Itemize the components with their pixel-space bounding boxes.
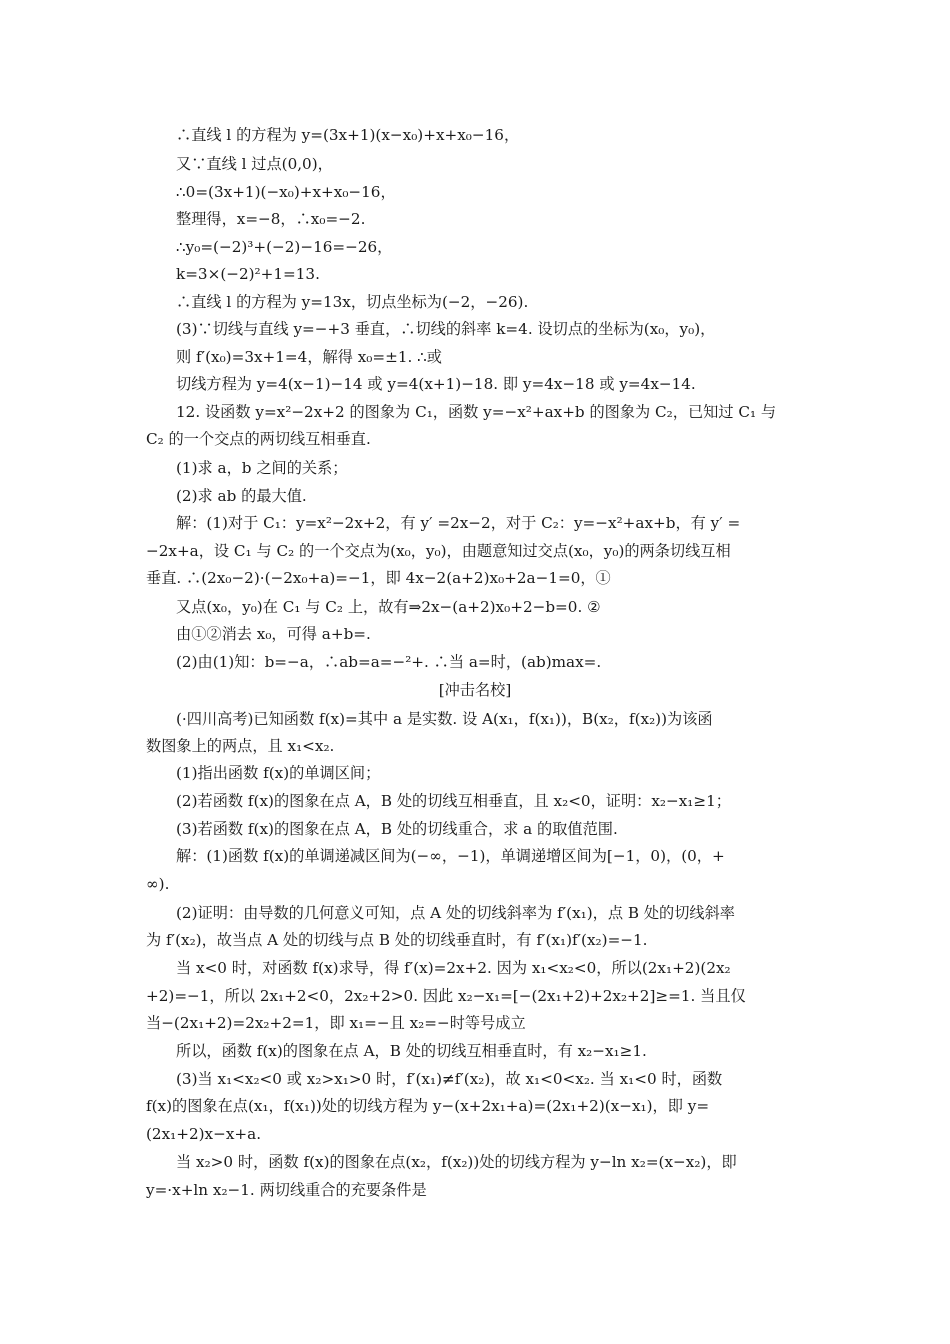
text-line: 当 x₂>0 时，函数 f(x)的图象在点(x₂，f(x₂))处的切线方程为 y−ln x₂=(x−x₂)，即 (176, 1153, 737, 1171)
text-line: +2)=−1，所以 2x₁+2<0，2x₂+2>0. 因此 x₂−x₁=[−(2x₁+2)+2x₂+2]≥=1. 当且仅 (146, 987, 746, 1005)
text-line: (2)证明：由导数的几何意义可知，点 A 处的切线斜率为 f′(x₁)，点 B 处的切线斜率 (176, 904, 735, 922)
text-line: 又点(x₀，y₀)在 C₁ 与 C₂ 上，故有⇒2x−(a+2)x₀+2−b=0. ② (176, 598, 601, 616)
text-line: 为 f′(x₂)，故当点 A 处的切线与点 B 处的切线垂直时，有 f′(x₁)f′(x₂)=−1. (146, 931, 648, 949)
text-line: (2x₁+2)x−x+a. (146, 1125, 262, 1143)
text-line: 切线方程为 y=4(x−1)−14 或 y=4(x+1)−18. 即 y=4x−18 或 y=4x−14. (176, 375, 696, 393)
text-line: 垂直. ∴(2x₀−2)·(−2x₀+a)=−1，即 4x−2(a+2)x₀+2a−1=0，① (146, 569, 611, 587)
text-line: (1)求 a，b 之间的关系； (176, 459, 348, 477)
text-line: ∴直线 l 的方程为 y=(3x+1)(x−x₀)+x+x₀−16， (176, 126, 520, 144)
text-line: f(x)的图象在点(x₁，f(x₁))处的切线方程为 y−(x+2x₁+a)=(2x₁+2)(x−x₁)，即 y= (146, 1097, 710, 1115)
text-line: ∴直线 l 的方程为 y=13x，切点坐标为(−2，−26). (176, 293, 529, 311)
text-line: 当 x<0 时，对函数 f(x)求导，得 f′(x)=2x+2. 因为 x₁<x₂<0，所以(2x₁+2)(2x₂ (176, 959, 731, 977)
text-line: C₂ 的一个交点的两切线互相垂直. (146, 430, 371, 448)
text-line: (2)求 ab 的最大值. (176, 487, 307, 505)
text-line: 整理得，x=−8，∴x₀=−2. (176, 210, 366, 228)
text-line: ∞). (146, 875, 170, 893)
text-line: 数图象上的两点，且 x₁<x₂. (146, 737, 335, 755)
text-line: 则 f′(x₀)=3x+1=4，解得 x₀=±1. ∴或 (176, 348, 442, 366)
text-line: −2x+a，设 C₁ 与 C₂ 的一个交点为(x₀，y₀)，由题意知过交点(x₀，y₀)的两条切线互相 (146, 542, 731, 560)
text-line: 所以，函数 f(x)的图象在点 A，B 处的切线互相垂直时，有 x₂−x₁≥1. (176, 1042, 647, 1060)
text-line: 解：(1)函数 f(x)的单调递减区间为(−∞，−1)，单调递增区间为[−1，0)，(0，+ (176, 847, 725, 865)
text-line: (·四川高考)已知函数 f(x)=其中 a 是实数. 设 A(x₁，f(x₁))，B(x₂，f(x₂))为该函 (176, 710, 713, 728)
text-line: 由①②消去 x₀，可得 a+b=. (176, 625, 371, 643)
text-line: k=3×(−2)²+1=13. (176, 265, 320, 283)
text-line: ∴0=(3x+1)(−x₀)+x+x₀−16， (176, 183, 396, 201)
text-line: (3)当 x₁<x₂<0 或 x₂>x₁>0 时，f′(x₁)≠f′(x₂)，故 x₁<0<x₂. 当 x₁<0 时，函数 (176, 1070, 723, 1088)
text-line: 又∵直线 l 过点(0,0)， (176, 155, 333, 173)
text-line: (2)若函数 f(x)的图象在点 A，B 处的切线互相垂直，且 x₂<0，证明：x₂−x₁≥1； (176, 792, 731, 810)
text-line: 当−(2x₁+2)=2x₂+2=1，即 x₁=−且 x₂=−时等号成立 (146, 1014, 526, 1032)
section-heading: [冲击名校] (438, 681, 512, 699)
text-line: (3)∵切线与直线 y=−+3 垂直，∴切线的斜率 k=4. 设切点的坐标为(x₀，y₀)， (176, 320, 716, 338)
text-line: ∴y₀=(−2)³+(−2)−16=−26， (176, 238, 393, 256)
text-line: y=·x+ln x₂−1. 两切线重合的充要条件是 (146, 1181, 427, 1199)
text-line: 12. 设函数 y=x²−2x+2 的图象为 C₁，函数 y=−x²+ax+b 的图象为 C₂，已知过 C₁ 与 (176, 403, 777, 421)
text-line: 解：(1)对于 C₁：y=x²−2x+2，有 y′ =2x−2，对于 C₂：y=−x²+ax+b，有 y′ = (176, 514, 741, 532)
text-line: (2)由(1)知：b=−a，∴ab=a=−²+. ∴当 a=时，(ab)max=. (176, 653, 602, 671)
text-line: (1)指出函数 f(x)的单调区间； (176, 764, 381, 782)
text-line: (3)若函数 f(x)的图象在点 A，B 处的切线重合，求 a 的取值范围. (176, 820, 618, 838)
